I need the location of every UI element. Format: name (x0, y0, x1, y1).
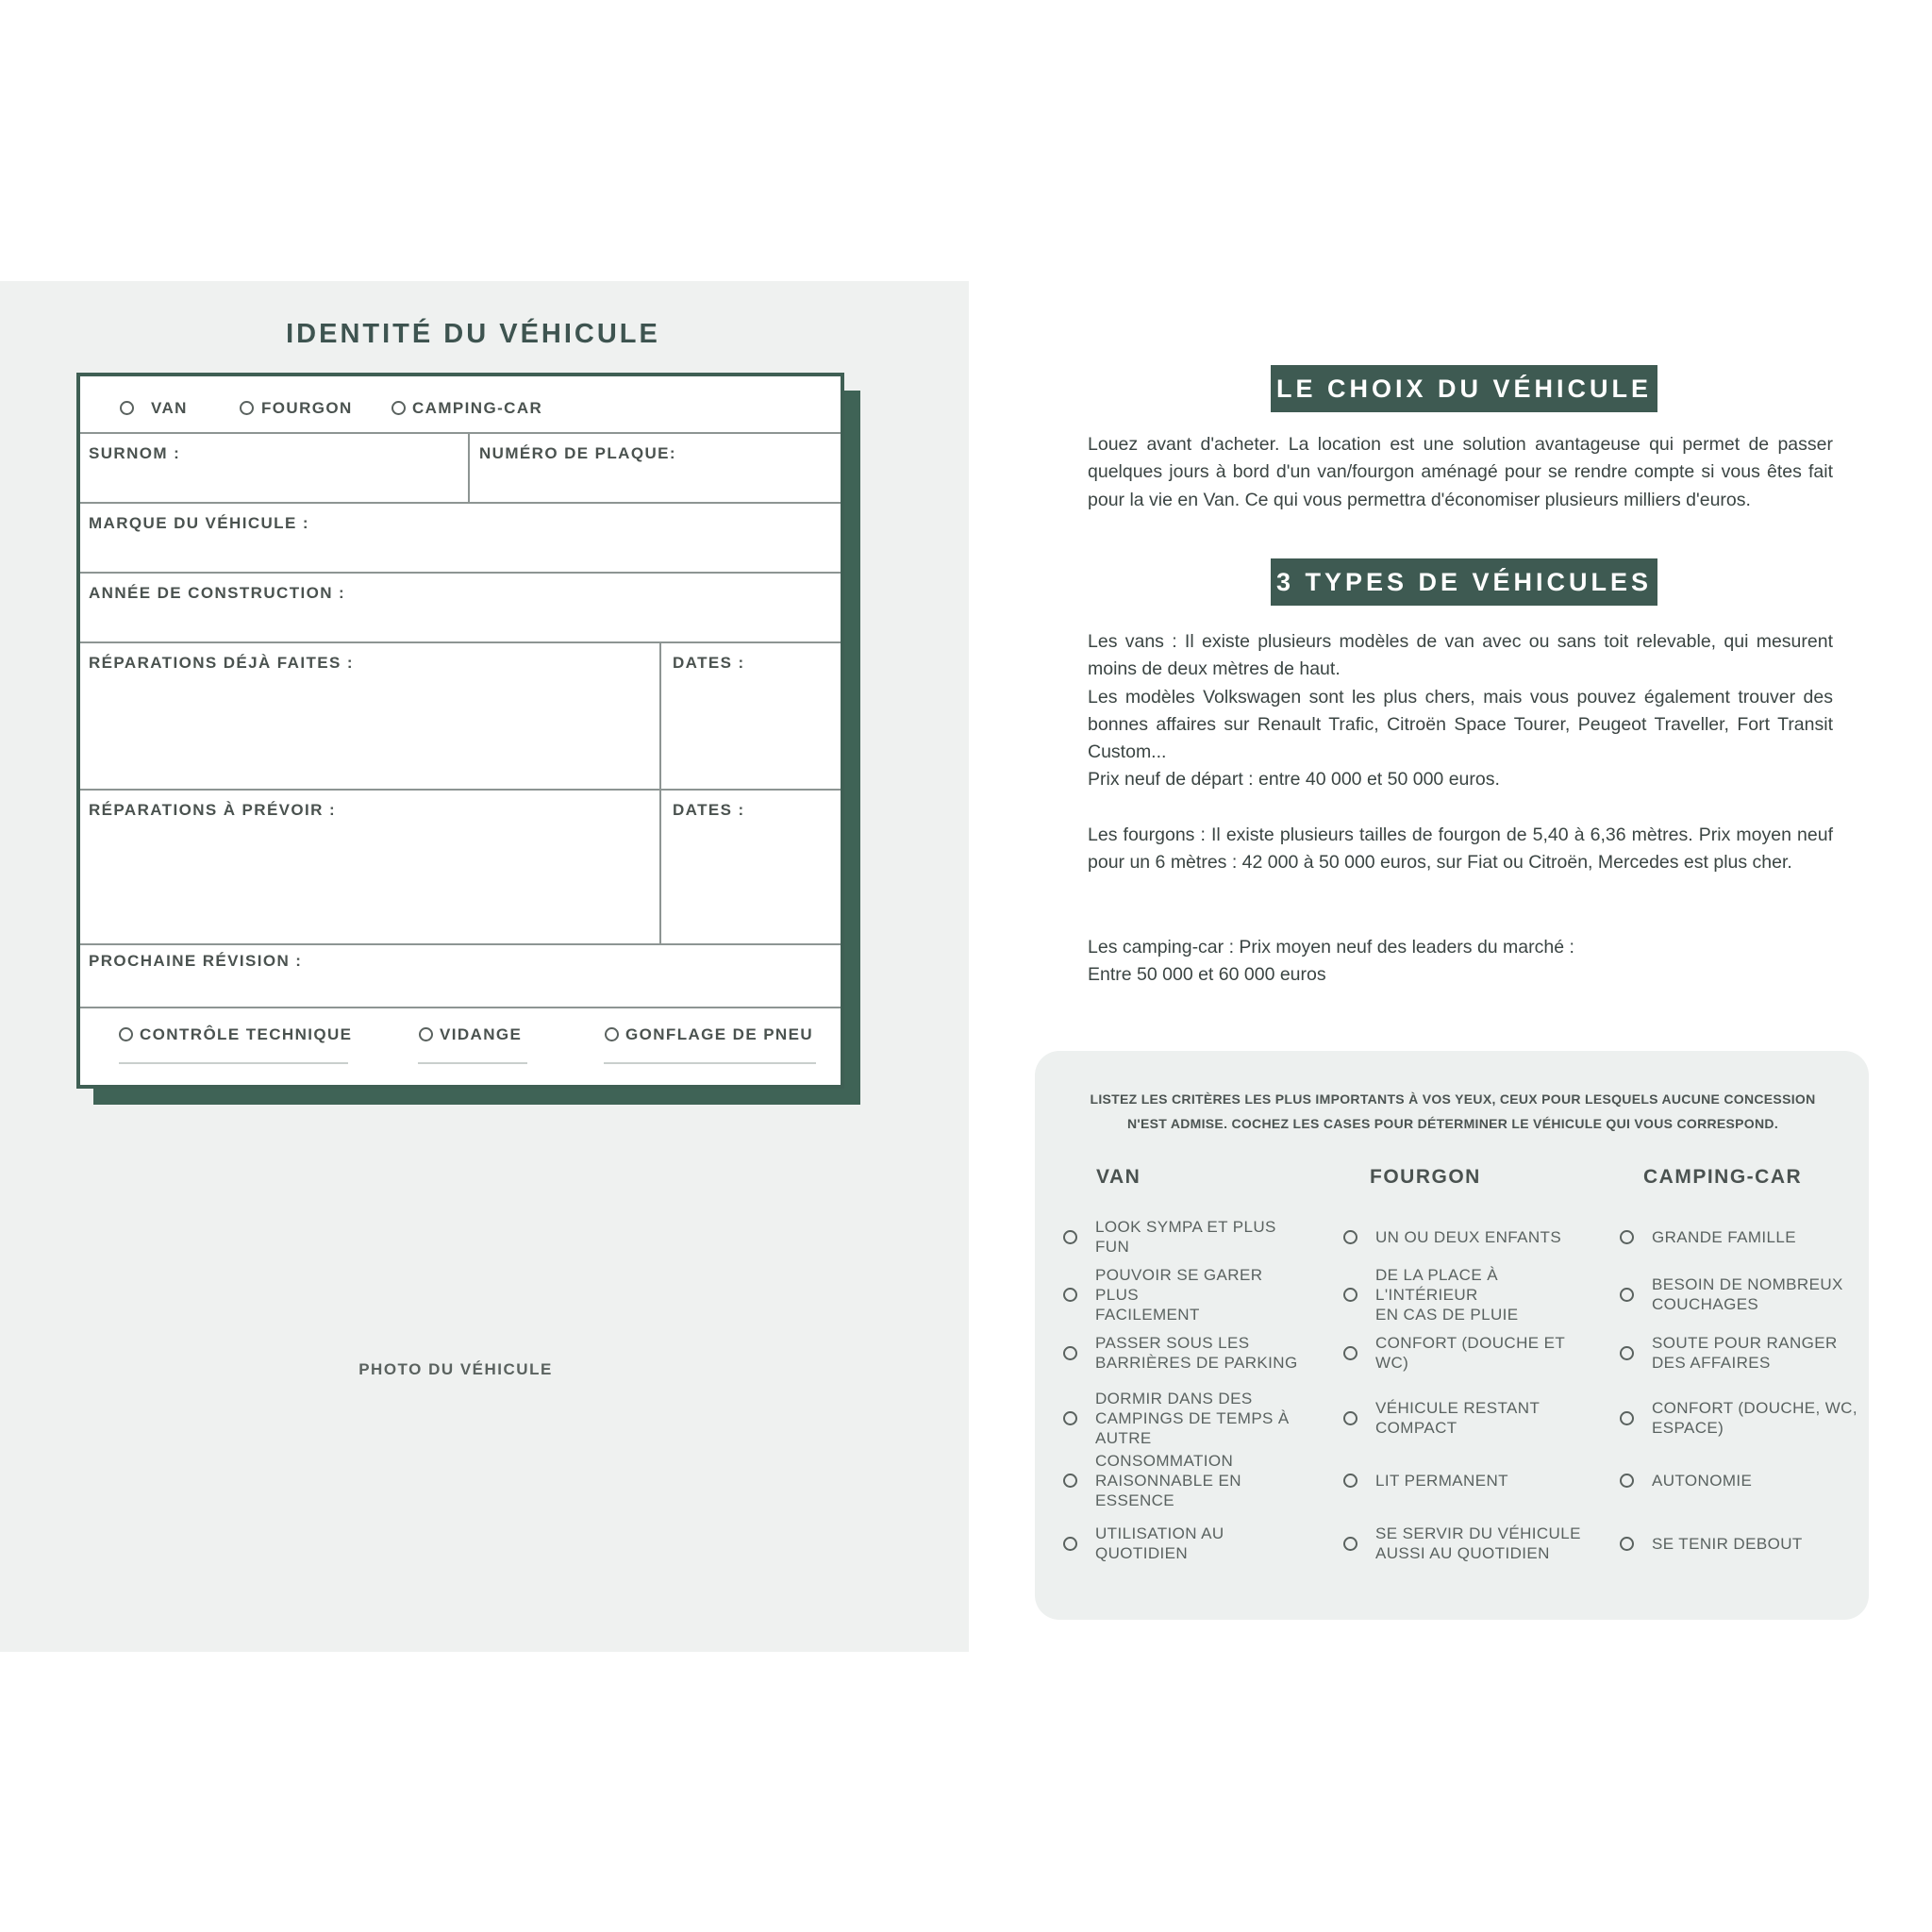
criteria-label: GRANDE FAMILLE (1652, 1227, 1796, 1246)
criteria-item[interactable] (1620, 1264, 1865, 1324)
criteria-checkbox[interactable] (1343, 1537, 1357, 1551)
divider (659, 641, 661, 944)
criteria-item[interactable] (1620, 1513, 1865, 1574)
criteria-item[interactable] (1343, 1513, 1589, 1574)
camping-car-radio[interactable] (391, 401, 406, 415)
column-heading-camping-car: CAMPING-CAR (1643, 1166, 1803, 1188)
repairs-planned-dates-label: DATES : (673, 801, 745, 819)
divider (80, 789, 841, 791)
underline (119, 1062, 348, 1064)
next-service-label: PROCHAINE RÉVISION : (89, 952, 303, 970)
underline (418, 1062, 527, 1064)
criteria-checkbox[interactable] (1063, 1346, 1077, 1360)
criteria-label: SOUTE POUR RANGER DES AFFAIRES (1652, 1334, 1838, 1372)
criteria-instructions (1061, 1087, 1844, 1136)
fourgons-paragraph: Les fourgons : Il existe plusieurs tailles de fourgon de 5,40 à 6,36 mètres. Prix moyen neuf pour un 6 mètres : 42 000 à 50 000 euros, sur Fiat ou Citroën, Mercedes est plus cher. (1088, 824, 1833, 874)
criteria-item[interactable] (1063, 1323, 1308, 1383)
criteria-checkbox[interactable] (1620, 1346, 1634, 1360)
vehicle-identity-form (76, 373, 844, 1089)
divider (80, 432, 841, 434)
van-radio[interactable] (120, 401, 134, 415)
repairs-done-dates-label: DATES : (673, 654, 745, 672)
camping-car-paragraph: Les camping-car : Prix moyen neuf des leaders du marché : Entre 50 000 et 60 000 euros (1088, 937, 1574, 986)
plate-label: NUMÉRO DE PLAQUE: (479, 444, 676, 462)
criteria-label: DORMIR DANS DES CAMPINGS DE TEMPS À AUTRE (1095, 1389, 1290, 1447)
vans-paragraph: Les vans : Il existe plusieurs modèles de van avec ou sans toit relevable, qui mesurent moins de deux mètres de haut. Les modèles Volkswagen sont les plus chers, mais vous pouvez également trouver des bonnes affaires sur Renault Trafic, Citroën Space Tourer, Peugeot Traveller, Fort Transit Custom... Prix neuf de départ : entre 40 000 et 50 000 euros. (1088, 631, 1833, 791)
repairs-planned-label: RÉPARATIONS À PRÉVOIR : (89, 801, 337, 819)
criteria-label: VÉHICULE RESTANT COMPACT (1375, 1399, 1541, 1437)
criteria-checkbox[interactable] (1343, 1230, 1357, 1244)
criteria-checkbox[interactable] (1620, 1474, 1634, 1488)
divider (468, 432, 470, 503)
tire-inflation-label: GONFLAGE DE PNEU (625, 1025, 814, 1043)
criteria-item[interactable] (1343, 1323, 1589, 1383)
criteria-checkbox[interactable] (1620, 1230, 1634, 1244)
criteria-label: DE LA PLACE À L'INTÉRIEUR EN CAS DE PLUIE (1375, 1265, 1519, 1324)
criteria-checkbox[interactable] (1620, 1411, 1634, 1425)
criteria-checkbox[interactable] (1063, 1474, 1077, 1488)
criteria-label: LOOK SYMPA ET PLUS FUN (1095, 1218, 1276, 1256)
technical-control-label: CONTRÔLE TECHNIQUE (140, 1025, 353, 1043)
criteria-label: UTILISATION AU QUOTIDIEN (1095, 1524, 1224, 1562)
tire-inflation-checkbox[interactable] (605, 1027, 619, 1041)
criteria-label: PASSER SOUS LES BARRIÈRES DE PARKING (1095, 1334, 1298, 1372)
criteria-item[interactable] (1063, 1513, 1308, 1574)
column-heading-fourgon: FOURGON (1370, 1166, 1481, 1188)
van-label: VAN (151, 399, 188, 417)
criteria-item[interactable] (1343, 1264, 1589, 1324)
criteria-item[interactable] (1620, 1450, 1865, 1510)
criteria-label: CONSOMMATION RAISONNABLE EN ESSENCE (1095, 1451, 1241, 1509)
divider (80, 572, 841, 574)
criteria-item[interactable] (1620, 1388, 1865, 1448)
left-page (0, 281, 969, 1652)
nickname-label: SURNOM : (89, 444, 181, 462)
criteria-label: CONFORT (DOUCHE ET WC) (1375, 1334, 1565, 1372)
criteria-item[interactable] (1063, 1264, 1308, 1324)
criteria-label: BESOIN DE NOMBREUX COUCHAGES (1652, 1275, 1843, 1313)
criteria-label: SE TENIR DEBOUT (1652, 1534, 1803, 1553)
criteria-item[interactable] (1343, 1207, 1589, 1267)
oil-change-checkbox[interactable] (419, 1027, 433, 1041)
underline (604, 1062, 816, 1064)
photo-label: PHOTO DU VÉHICULE (358, 1360, 553, 1378)
fourgon-radio[interactable] (240, 401, 254, 415)
criteria-label: AUTONOMIE (1652, 1471, 1753, 1490)
criteria-instructions-line1: LISTEZ LES CRITÈRES LES PLUS IMPORTANTS À VOS YEUX, CEUX POUR LESQUELS AUCUNE CONCESSION (1090, 1091, 1816, 1107)
criteria-item[interactable] (1343, 1388, 1589, 1448)
page-title: IDENTITÉ DU VÉHICULE (286, 319, 660, 349)
criteria-item[interactable] (1620, 1323, 1865, 1383)
technical-control-checkbox[interactable] (119, 1027, 133, 1041)
criteria-item[interactable] (1063, 1450, 1308, 1510)
criteria-label: CONFORT (DOUCHE, WC, ESPACE) (1652, 1399, 1857, 1437)
banner-vehicle-types: 3 TYPES DE VÉHICULES (1271, 558, 1657, 606)
criteria-item[interactable] (1343, 1450, 1589, 1510)
criteria-checkbox[interactable] (1063, 1537, 1077, 1551)
criteria-checkbox[interactable] (1063, 1411, 1077, 1425)
criteria-checkbox[interactable] (1620, 1288, 1634, 1302)
criteria-checkbox[interactable] (1620, 1537, 1634, 1551)
criteria-checkbox[interactable] (1063, 1288, 1077, 1302)
criteria-checkbox[interactable] (1343, 1288, 1357, 1302)
divider (80, 641, 841, 643)
oil-change-label: VIDANGE (440, 1025, 523, 1043)
divider (80, 1007, 841, 1008)
criteria-item[interactable] (1620, 1207, 1865, 1267)
year-label: ANNÉE DE CONSTRUCTION : (89, 584, 346, 602)
criteria-instructions-line2: N'EST ADMISE. COCHEZ LES CASES POUR DÉTERMINER LE VÉHICULE QUI VOUS CORRESPOND. (1126, 1116, 1779, 1131)
divider (80, 502, 841, 504)
criteria-checkbox[interactable] (1063, 1230, 1077, 1244)
brand-label: MARQUE DU VÉHICULE : (89, 514, 309, 532)
criteria-label: POUVOIR SE GARER PLUS FACILEMENT (1095, 1265, 1263, 1324)
column-heading-van: VAN (1096, 1166, 1141, 1188)
criteria-item[interactable] (1063, 1207, 1308, 1267)
divider (80, 943, 841, 945)
criteria-label: LIT PERMANENT (1375, 1471, 1508, 1490)
repairs-done-label: RÉPARATIONS DÉJÀ FAITES : (89, 654, 354, 672)
intro-paragraph: Louez avant d'acheter. La location est une solution avantageuse qui permet de passer quelques jours à bord d'un van/fourgon aménagé pour se rendre compte si vous êtes fait pour la vie en Van. Ce qui vous permettra d'économiser plusieurs milliers d'euros. (1088, 434, 1833, 510)
fourgon-label: FOURGON (261, 399, 353, 417)
banner-vehicle-choice: LE CHOIX DU VÉHICULE (1271, 365, 1657, 412)
criteria-label: UN OU DEUX ENFANTS (1375, 1227, 1562, 1246)
criteria-item[interactable] (1063, 1388, 1308, 1448)
criteria-checkbox[interactable] (1343, 1346, 1357, 1360)
camping-car-label: CAMPING-CAR (412, 399, 543, 417)
criteria-checkbox[interactable] (1343, 1474, 1357, 1488)
criteria-label: SE SERVIR DU VÉHICULE AUSSI AU QUOTIDIEN (1375, 1524, 1581, 1562)
criteria-checkbox[interactable] (1343, 1411, 1357, 1425)
